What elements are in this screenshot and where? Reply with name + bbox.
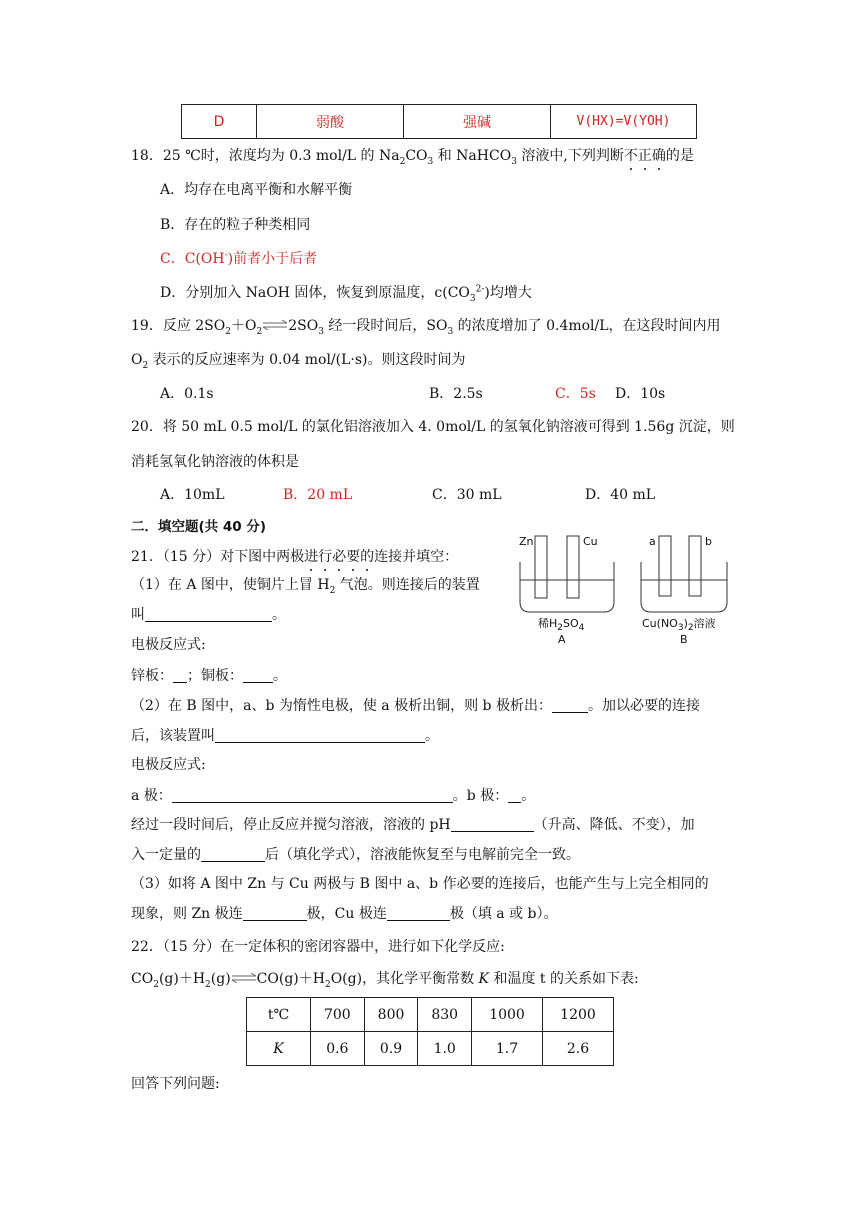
q18-stem: 18．25 ℃时，浓度均为 0.3 mol/L 的 $Na_2CO_3$ 和 NaHCO$_3$ 溶液中,下列判断不正确的是 — [131, 148, 694, 167]
q21-part3: （3）如将 A 图中 Zn 与 Cu 两极与 B 图中 a、b 作必要的连接后，也能产生与上完全相同的 — [131, 876, 709, 892]
q18-option-c: C．C(OH-)前者小于后者 — [160, 250, 318, 267]
q20-stem-line2: 消耗氢氧化钠溶液的体积是 — [131, 454, 299, 470]
figure-a-zn-cu-cell — [514, 532, 624, 648]
table-cell: 弱酸 — [257, 105, 404, 139]
table-cell: 0.9 — [364, 1032, 418, 1066]
q21-part3-answer: 现象，则 Zn 极连 极，Cu 极连 极（填 a 或 b）。 — [131, 906, 558, 922]
answer-blank[interactable] — [243, 906, 307, 921]
figure-b-electrolysis-cell — [637, 532, 737, 648]
q21-part1: （1）在 A 图中，使铜片上冒 $H_2$ 气泡。则连接后的装置 — [131, 577, 480, 596]
figure-caption: A — [558, 633, 566, 646]
table-cell: K — [247, 1032, 311, 1066]
q19-stem-line1: 19．反应 $2SO_2+O_2$ $2SO_3$ 经一段时间后，$SO_3$ 的浓度增加了 0.4mol/L，在这段时间内用 — [131, 318, 721, 337]
answer-blank[interactable] — [243, 668, 273, 683]
q20-option-b: B．20 mL — [283, 487, 353, 503]
q20-option-c: C．30 mL — [432, 487, 502, 503]
table-cell: 1.7 — [472, 1032, 543, 1066]
table-cell: 强碱 — [404, 105, 551, 139]
q21-part2-device: 后，该装置叫 。 — [131, 728, 439, 744]
q19-option-d: D．10s — [615, 386, 666, 402]
q18-option-d: D．分别加入 NaOH 固体，恢复到原温度，$c(CO_3^{2-})$均增大 — [160, 284, 532, 304]
q21-part1-device: 叫 。 — [131, 607, 286, 623]
q22-stem: 22．（15 分）在一定体积的密闭容器中，进行如下化学反应: — [131, 939, 505, 955]
answer-table-row — [181, 104, 697, 139]
q21-part2: （2）在 B 图中，a、b 为惰性电极，使 a 极析出铜，则 b 极析出： 。加以必要的连接 — [131, 698, 700, 714]
equilibrium-arrow-icon — [231, 973, 257, 983]
electrode-label: a — [649, 535, 656, 548]
q18-option-b: B．存在的粒子种类相同 — [160, 217, 311, 233]
section-heading: 二．填空题(共 40 分) — [131, 519, 267, 535]
solution-label: 稀$H_2SO_4$ — [538, 617, 585, 634]
q18-option-a: A．均存在电离平衡和水解平衡 — [160, 182, 353, 198]
table-cell: 1.0 — [418, 1032, 472, 1066]
table-header-cell: t℃ — [247, 998, 311, 1032]
equilibrium-arrow-icon — [262, 320, 288, 330]
electrode-label: b — [705, 535, 712, 548]
q21-stem: 21．（15 分）对下图中两极进行必要的连接并填空： — [131, 549, 459, 565]
q20-option-d: D．40 mL — [585, 487, 656, 503]
answer-blank[interactable] — [451, 817, 534, 832]
q19-stem-line2: $O_2$ 表示的反应速率为 0.04 mol/(L·s)。则这段时间为 — [131, 352, 466, 371]
q19-option-a: A．0.1s — [160, 386, 214, 402]
q21-electrode-label: 电极反应式: — [131, 637, 206, 653]
electrode-label: Zn — [519, 535, 534, 548]
table-header-cell: 800 — [364, 998, 418, 1032]
answer-blank[interactable] — [172, 788, 453, 803]
table-header-cell: 1200 — [543, 998, 614, 1032]
figure-caption: B — [680, 633, 688, 646]
table-cell: 2.6 — [543, 1032, 614, 1066]
q19-option-c: C．5s — [555, 386, 596, 402]
electrode-label: Cu — [583, 535, 598, 548]
answer-blank[interactable] — [508, 788, 521, 803]
q20-option-a: A．10mL — [160, 487, 225, 503]
q21-restore: 入一定量的 后（填化学式），溶液能恢复至与电解前完全一致。 — [131, 847, 580, 863]
q19-option-b: B．2.5s — [429, 386, 483, 402]
table-header-cell: 830 — [418, 998, 472, 1032]
table-header-cell: 700 — [311, 998, 365, 1032]
table-header-cell: 1000 — [472, 998, 543, 1032]
answer-blank[interactable] — [552, 698, 588, 713]
solution-label: $Cu(NO_3)_2$溶液 — [642, 617, 716, 634]
q21-ph: 经过一段时间后，停止反应并搅匀溶液，溶液的 pH （升高、降低、不变），加 — [131, 817, 695, 833]
q22-answer-prompt: 回答下列问题: — [131, 1076, 220, 1092]
answer-blank[interactable] — [173, 668, 187, 683]
equilibrium-constant-table — [246, 997, 614, 1066]
q21-a-b: a 极： 。b 极： 。 — [131, 788, 536, 804]
q21-electrode-label-2: 电极反应式: — [131, 757, 206, 773]
q20-stem-line1: 20．将 50 mL 0.5 mol/L 的氯化铝溶液加入 4. 0mol/L 的氢氧化钠溶液可得到 1.56g 沉淀，则 — [131, 419, 735, 435]
table-cell: D — [182, 105, 257, 139]
table-cell: V(HX)=V(YOH) — [551, 105, 697, 139]
answer-blank[interactable] — [387, 906, 450, 921]
answer-blank[interactable] — [215, 728, 425, 743]
q21-zn-cu: 锌板： ；铜板： 。 — [131, 668, 287, 684]
answer-blank[interactable] — [145, 607, 272, 622]
table-cell: 0.6 — [311, 1032, 365, 1066]
q22-reaction: $CO_2(g)+H_2(g)$ $CO(g)+H_2O(g)$，其化学平衡常数 K 和温度 t 的关系如下表: — [131, 971, 639, 990]
answer-blank[interactable] — [201, 847, 265, 862]
